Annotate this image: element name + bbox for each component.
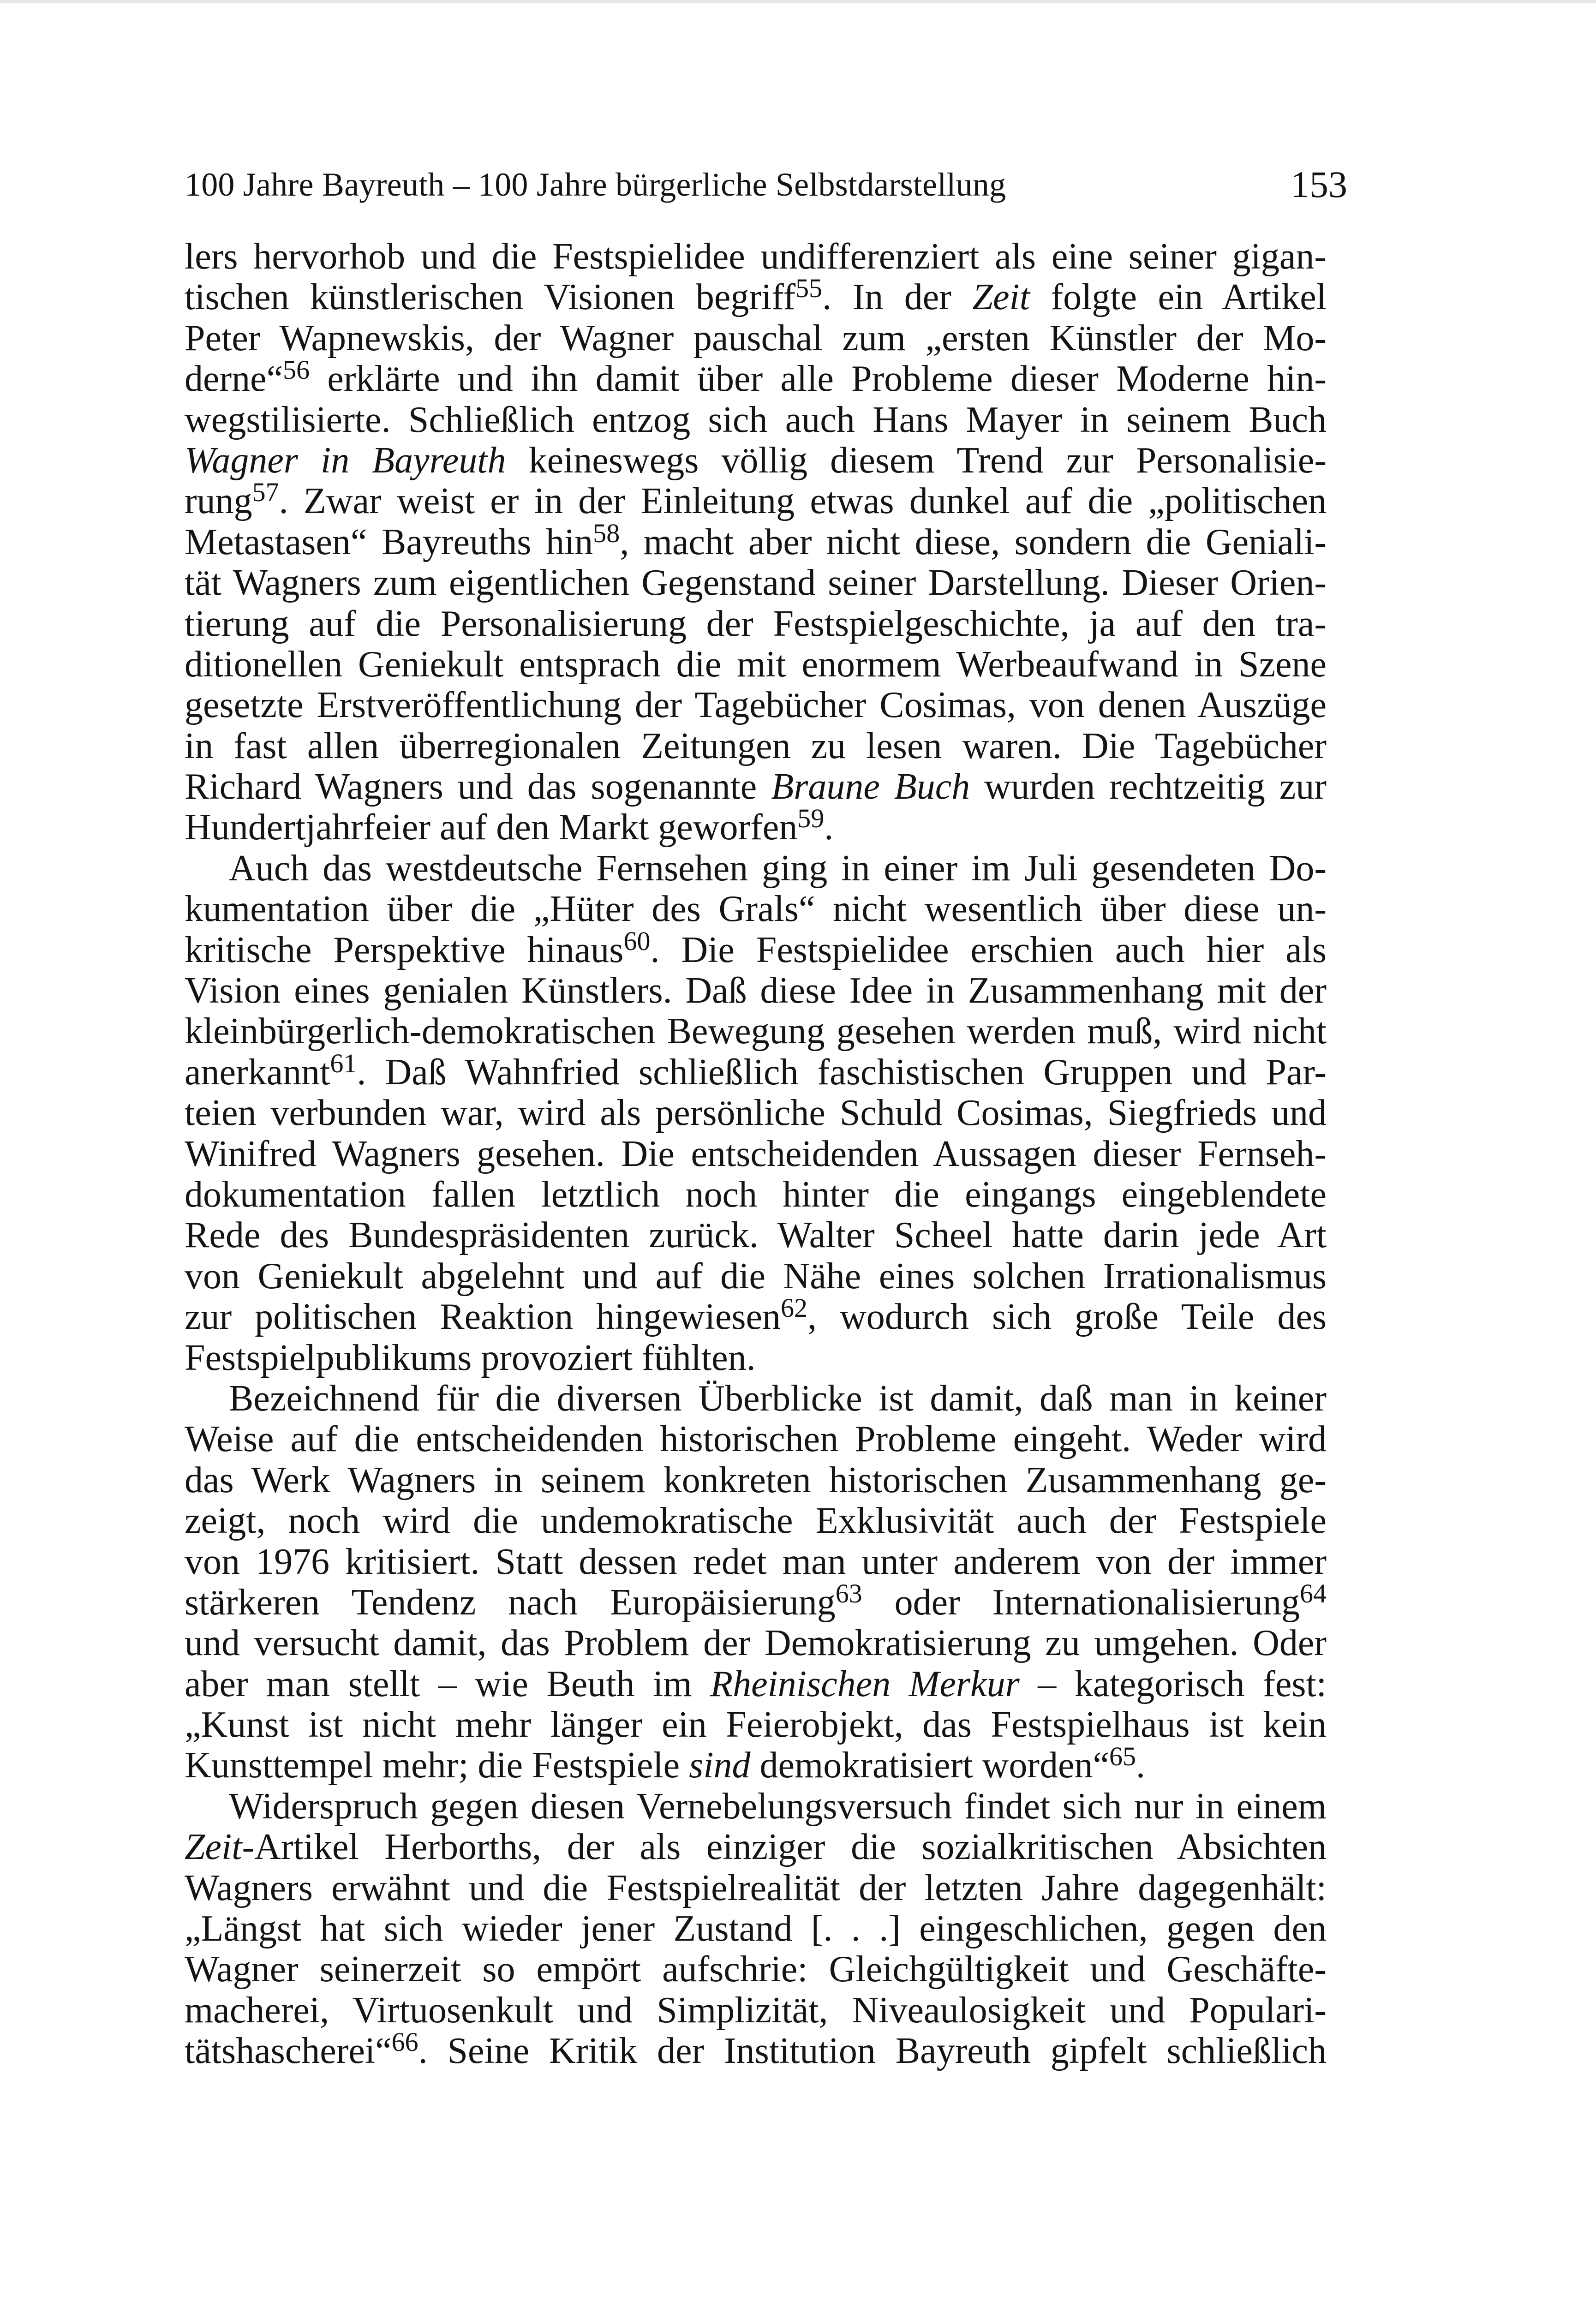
text-line: [185, 522, 1327, 562]
text-run: tierung auf die Personalisierung der Festspielgeschichte, ja auf den tra-: [185, 603, 1327, 644]
text-run: anerkannt: [185, 1052, 330, 1093]
text-line: [185, 1215, 1327, 1255]
text-run: Metastasen“ Bayreuths hin: [185, 521, 593, 562]
text-line: [185, 1052, 1327, 1093]
text-line: [185, 277, 1327, 317]
italic-text: Zeit: [972, 277, 1030, 318]
text-run: zur politischen Reaktion hingewiesen: [185, 1297, 781, 1338]
text-run: keineswegs völlig diesem Trend zur Personalisie-: [506, 440, 1327, 481]
text-line: [185, 481, 1327, 521]
text-line: [185, 236, 1327, 277]
text-run: Kunsttempel mehr; die Festspiele: [185, 1745, 689, 1786]
text-run: macherei, Virtuosenkult und Simplizität, Niveaulosigkeit und Populari-: [185, 1990, 1327, 2031]
footnote-ref: 65: [1109, 1745, 1136, 1772]
text-line: [185, 1460, 1327, 1500]
text-run: tätshascherei“: [185, 2031, 392, 2072]
text-run: Peter Wapnewskis, der Wagner pauschal zum „ersten Künstler der Mo-: [185, 317, 1327, 359]
text-run: , wodurch sich große Teile des: [807, 1297, 1327, 1338]
text-run: Festspielpublikums provoziert fühlten.: [185, 1337, 756, 1378]
text-line: [185, 1990, 1327, 2031]
text-run: das Werk Wagners in seinem konkreten historischen Zusammenhang ge-: [185, 1459, 1327, 1500]
text-run: „Längst hat sich wieder jener Zustand [. . .] eingeschlichen, gegen den: [185, 1908, 1327, 1949]
text-run: dokumentation fallen letztlich noch hinter die eingangs eingeblendete: [185, 1174, 1327, 1215]
text-run: zeigt, noch wird die undemokratische Exklusivität auch der Festspiele: [185, 1500, 1327, 1542]
text-line: [185, 807, 1327, 848]
text-run: teien verbunden war, wird als persönliche Schuld Cosimas, Siegfrieds und: [185, 1093, 1327, 1134]
text-run: wegstilisierte. Schließlich entzog sich auch Hans Mayer in seinem Buch: [185, 399, 1327, 440]
footnote-ref: 56: [283, 359, 310, 385]
text-line: [185, 440, 1327, 481]
text-line: [185, 1011, 1327, 1052]
footnote-ref: 62: [780, 1297, 807, 1323]
text-run: tät Wagners zum eigentlichen Gegenstand seiner Darstellung. Dieser Orien-: [185, 562, 1327, 604]
text-line: [185, 1582, 1327, 1623]
text-line: [185, 1297, 1327, 1337]
text-line: [185, 1134, 1327, 1174]
text-run: kleinbürgerlich-demokratischen Bewegung gesehen werden muß, wird nicht: [185, 1011, 1327, 1052]
text-run: „Kunst ist nicht mehr länger ein Feierobjekt, das Festspielhaus ist kein: [185, 1704, 1327, 1745]
running-title: 100 Jahre Bayreuth – 100 Jahre bürgerliche Selbstdarstellung: [185, 166, 1006, 203]
text-line: [185, 889, 1327, 929]
footnote-ref: 59: [797, 807, 825, 834]
text-line: [185, 604, 1327, 644]
text-line: [185, 1868, 1327, 1908]
text-run: . Daß Wahnfried schließlich faschistischen Gruppen und Par-: [357, 1052, 1327, 1093]
text-line: [185, 562, 1327, 603]
footnote-ref: 55: [795, 277, 823, 304]
text-line: [185, 726, 1327, 766]
footnote-ref: 61: [330, 1052, 357, 1078]
text-run: Bezeichnend für die diversen Überblicke ist damit, daß man in keiner: [229, 1378, 1327, 1419]
text-line: [185, 970, 1327, 1011]
text-line: [185, 1786, 1327, 1827]
text-run: Vision eines genialen Künstlers. Daß diese Idee in Zusammenhang mit der: [185, 970, 1327, 1011]
text-run: . In der: [822, 277, 973, 318]
text-run: demokratisiert worden“: [750, 1745, 1109, 1786]
text-line: [185, 1949, 1327, 1990]
text-line: [185, 848, 1327, 889]
text-line: [185, 930, 1327, 970]
text-line: [185, 1745, 1327, 1786]
text-run: Wagner seinerzeit so empört aufschrie: Gleichgültigkeit und Geschäfte-: [185, 1949, 1327, 1990]
text-run: erklärte und ihn damit über alle Probleme dieser Moderne hin-: [310, 359, 1327, 400]
text-run: Rede des Bundespräsidenten zurück. Walter Scheel hatte darin jede Art: [185, 1215, 1327, 1256]
italic-text: Rheinischen Merkur: [710, 1663, 1020, 1704]
text-run: -Artikel Herborths, der als einziger die sozialkritischen Absichten: [242, 1827, 1327, 1868]
footnote-ref: 63: [835, 1582, 862, 1608]
scan-top-edge: [0, 0, 1596, 3]
text-run: . Die Festspielidee erschien auch hier als: [650, 929, 1327, 970]
text-run: oder Internationalisierung: [862, 1582, 1300, 1623]
text-run: in fast allen überregionalen Zeitungen zu lesen waren. Die Tagebücher: [185, 725, 1327, 766]
text-line: [185, 644, 1327, 685]
text-run: – kategorisch fest:: [1019, 1663, 1327, 1704]
text-line: [185, 318, 1327, 359]
text-run: Widerspruch gegen diesen Vernebelungsversuch findet sich nur in einem: [229, 1786, 1327, 1827]
text-run: von Geniekult abgelehnt und auf die Nähe eines solchen Irrationalismus: [185, 1255, 1327, 1297]
text-run: .: [1136, 1745, 1145, 1786]
italic-text: Braune Buch: [771, 766, 970, 807]
text-line: [185, 1500, 1327, 1541]
text-run: Weise auf die entscheidenden historischen Probleme eingeht. Weder wird: [185, 1419, 1327, 1460]
text-run: rung: [185, 481, 252, 522]
text-line: [185, 1542, 1327, 1582]
text-run: .: [824, 807, 834, 848]
text-run: lers hervorhob und die Festspielidee undifferenziert als eine seiner gigan-: [185, 236, 1327, 277]
text-line: [185, 1256, 1327, 1297]
text-run: Auch das westdeutsche Fernsehen ging in einer im Juli gesendeten Do-: [229, 848, 1327, 889]
text-line: [185, 1378, 1327, 1419]
italic-text: Zeit: [185, 1827, 242, 1868]
footnote-ref: 60: [623, 929, 651, 956]
text-line: [185, 1623, 1327, 1663]
text-run: tischen künstlerischen Visionen begriff: [185, 277, 796, 318]
text-run: aber man stellt – wie Beuth im: [185, 1663, 711, 1704]
text-line: [185, 359, 1327, 399]
footnote-ref: 57: [252, 481, 279, 508]
footnote-ref: 58: [593, 521, 620, 548]
text-run: , macht aber nicht diese, sondern die Geniali-: [620, 521, 1327, 562]
text-run: kumentation über die „Hüter des Grals“ nicht wesentlich über diese un-: [185, 889, 1327, 930]
text-line: [185, 1093, 1327, 1133]
footnote-ref: 66: [391, 2031, 418, 2057]
text-run: . Seine Kritik der Institution Bayreuth gipfelt schließlich: [418, 2031, 1327, 2072]
italic-text: Wagner in Bayreuth: [185, 440, 506, 481]
page-number: 153: [1291, 163, 1347, 205]
text-line: [185, 766, 1327, 807]
text-line: [185, 1827, 1327, 1867]
text-run: gesetzte Erstveröffentlichung der Tagebücher Cosimas, von denen Auszüge: [185, 685, 1327, 726]
text-run: stärkeren Tendenz nach Europäisierung: [185, 1582, 836, 1623]
text-run: von 1976 kritisiert. Statt dessen redet man unter anderem von der immer: [185, 1541, 1327, 1582]
footnote-ref: 64: [1300, 1582, 1327, 1608]
text-line: [185, 1174, 1327, 1215]
text-run: ditionellen Geniekult entsprach die mit enormem Werbeaufwand in Szene: [185, 644, 1327, 685]
text-run: Winifred Wagners gesehen. Die entscheidenden Aussagen dieser Fernseh-: [185, 1133, 1327, 1174]
text-run: derne“: [185, 359, 283, 400]
text-run: kritische Perspektive hinaus: [185, 929, 624, 970]
text-run: . Zwar weist er in der Einleitung etwas dunkel auf die „politischen: [279, 481, 1327, 522]
text-run: und versucht damit, das Problem der Demokratisierung zu umgehen. Oder: [185, 1623, 1327, 1664]
italic-text: sind: [689, 1745, 751, 1786]
text-run: Wagners erwähnt und die Festspielrealität der letzten Jahre dagegenhält:: [185, 1867, 1327, 1908]
text-run: wurden rechtzeitig zur: [970, 766, 1327, 807]
body-text: [185, 236, 1327, 2072]
text-run: Richard Wagners und das sogenannte: [185, 766, 771, 807]
text-line: [185, 1664, 1327, 1704]
text-line: [185, 1419, 1327, 1459]
text-line: [185, 2031, 1327, 2071]
text-line: [185, 400, 1327, 440]
text-run: folgte ein Artikel: [1029, 277, 1327, 318]
running-head: [185, 161, 1347, 208]
text-line: [185, 1338, 1327, 1378]
text-line: [185, 1908, 1327, 1949]
text-line: [185, 685, 1327, 725]
text-line: [185, 1704, 1327, 1745]
text-run: Hundertjahrfeier auf den Markt geworfen: [185, 807, 798, 848]
